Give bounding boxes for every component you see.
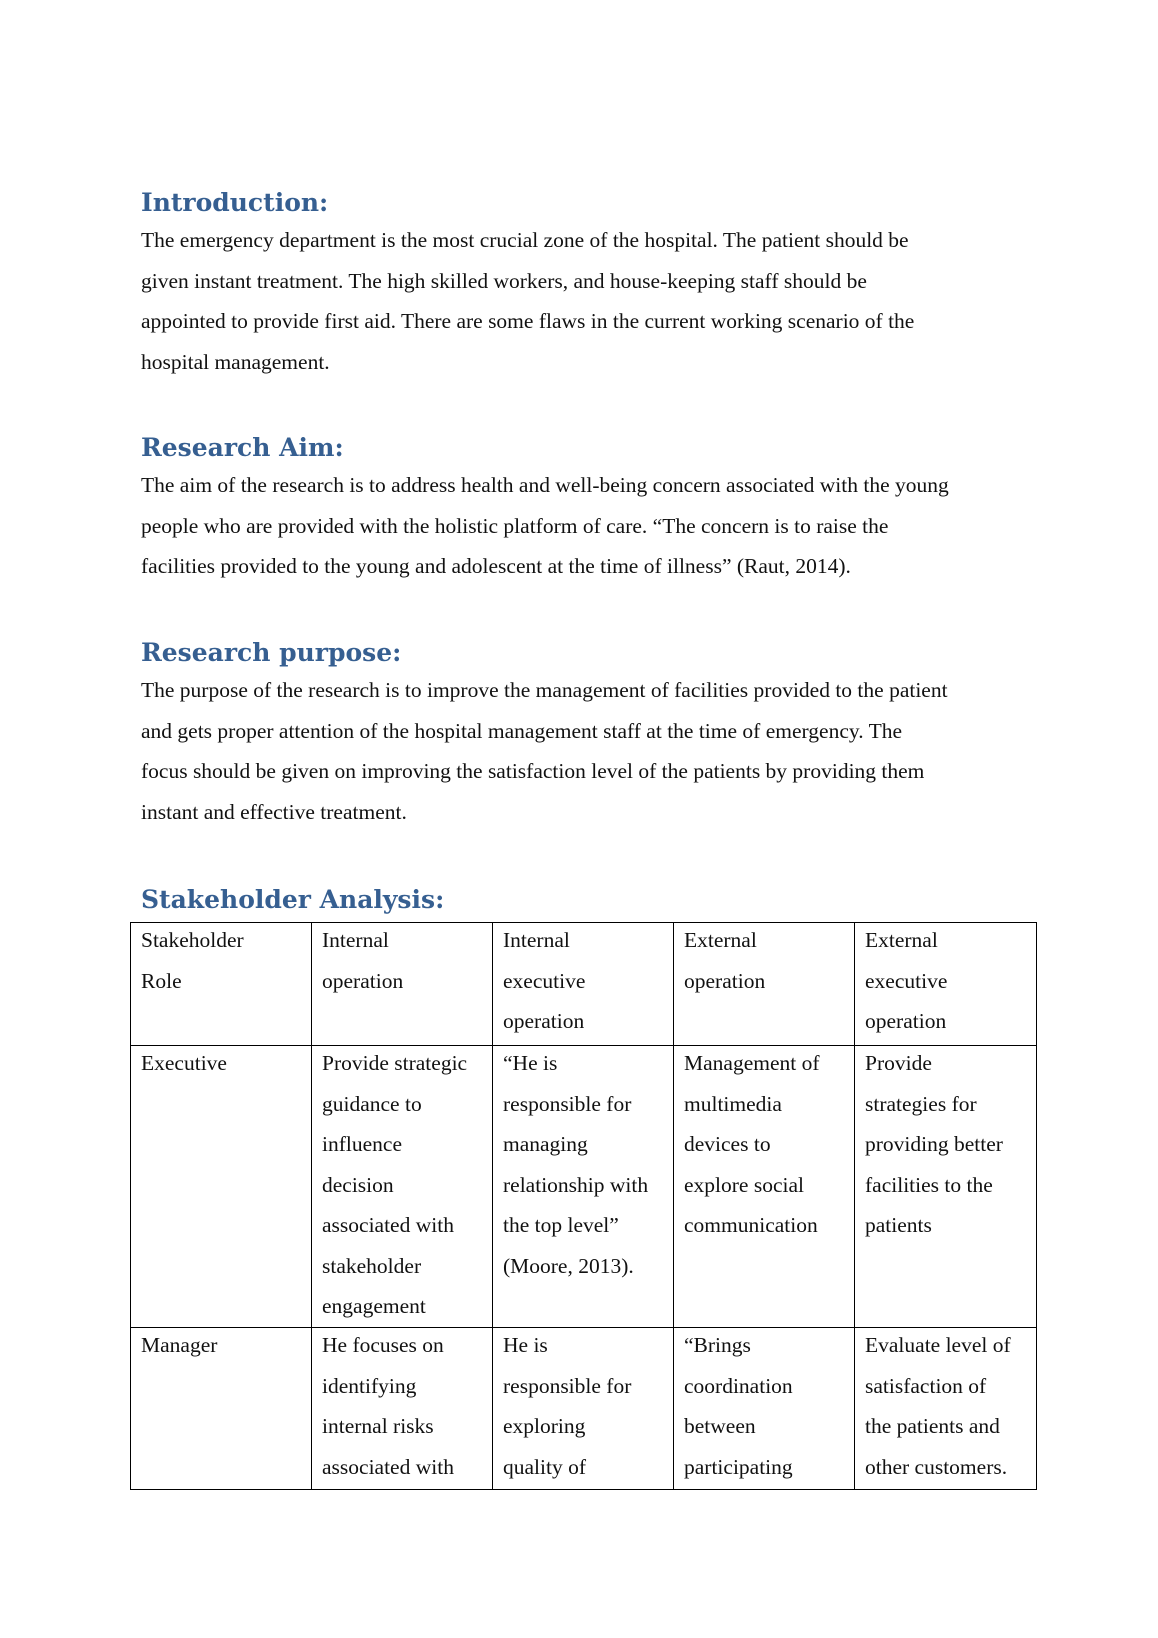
table-cell <box>131 1328 312 1490</box>
introduction-heading: Introduction: <box>141 188 329 217</box>
cell-text-line: strategies for <box>865 1091 977 1116</box>
cell-text-line: Stakeholder <box>141 928 244 952</box>
cell-text-line: devices to <box>684 1132 771 1156</box>
stakeholder-table-body <box>131 923 1037 1490</box>
stakeholder-table <box>130 922 1037 1490</box>
cell-text-line: engagement <box>322 1294 426 1318</box>
research-purpose-paragraph <box>141 670 1041 832</box>
text-line: given instant treatment. The high skilled workers, and house-keeping staff should be <box>141 268 867 293</box>
cell-text-line: participating <box>684 1454 793 1479</box>
cell-text-line: between <box>684 1414 756 1438</box>
table-header-row <box>131 923 1037 1046</box>
cell-text-line: Internal <box>322 928 389 952</box>
cell-text-line: He focuses on <box>322 1333 444 1357</box>
table-row <box>131 1328 1037 1490</box>
cell-text-line: satisfaction of <box>865 1373 987 1398</box>
cell-text-line: relationship with <box>503 1172 649 1197</box>
cell-text-line: executive <box>503 968 586 993</box>
table-cell <box>674 923 855 1046</box>
text-line: The aim of the research is to address health and well-being concern associated with the young <box>141 473 949 497</box>
cell-text-line: Executive <box>141 1051 227 1075</box>
research-aim-paragraph <box>141 465 1041 587</box>
cell-text-line: multimedia <box>684 1091 782 1116</box>
cell-text-line: other customers. <box>865 1454 1008 1479</box>
cell-text-line: (Moore, 2013). <box>503 1253 634 1278</box>
text-line: The purpose of the research is to improve the management of facilities provided to the patient <box>141 678 948 702</box>
table-cell <box>674 1328 855 1490</box>
text-line: facilities provided to the young and adolescent at the time of illness” (Raut, 2014). <box>141 554 851 578</box>
stakeholder-analysis-heading: Stakeholder Analysis: <box>141 885 445 914</box>
cell-text-line: providing better <box>865 1132 1003 1156</box>
cell-text-line: responsible for <box>503 1373 632 1398</box>
cell-text-line: operation <box>865 1009 947 1033</box>
table-cell <box>493 923 674 1046</box>
cell-text-line: External <box>865 928 938 952</box>
table-cell <box>131 923 312 1046</box>
cell-text-line: the top level” <box>503 1213 619 1237</box>
cell-text-line: stakeholder <box>322 1253 422 1278</box>
cell-text-line: communication <box>684 1213 818 1237</box>
cell-text-line: associated with <box>322 1213 454 1237</box>
cell-text-line: “Brings <box>684 1333 751 1357</box>
table-cell <box>674 1046 855 1328</box>
table-cell <box>855 1046 1037 1328</box>
cell-text-line: facilities to the <box>865 1172 993 1197</box>
cell-text-line: Internal <box>503 928 570 952</box>
cell-text-line: Evaluate level of <box>865 1333 1011 1357</box>
cell-text-line: quality of <box>503 1454 586 1479</box>
cell-text-line: internal risks <box>322 1414 434 1438</box>
cell-text-line: decision <box>322 1172 394 1197</box>
text-line: instant and effective treatment. <box>141 799 407 824</box>
introduction-paragraph <box>141 220 1041 382</box>
text-line: and gets proper attention of the hospital management staff at the time of emergency. The <box>141 718 903 743</box>
research-aim-heading: Research Aim: <box>141 433 344 462</box>
table-cell <box>312 923 493 1046</box>
cell-text-line: managing <box>503 1132 588 1156</box>
cell-text-line: External <box>684 928 757 952</box>
research-purpose-heading: Research purpose: <box>141 638 402 667</box>
cell-text-line: Provide strategic <box>322 1051 468 1075</box>
text-line: hospital management. <box>141 349 330 374</box>
table-cell <box>855 1328 1037 1490</box>
cell-text-line: operation <box>684 968 766 993</box>
cell-text-line: Provide <box>865 1051 932 1075</box>
text-line: appointed to provide first aid. There are some flaws in the current working scenario of the <box>141 309 915 333</box>
cell-text-line: executive <box>865 968 948 993</box>
cell-text-line: Manager <box>141 1333 218 1357</box>
table-cell <box>312 1046 493 1328</box>
text-line: people who are provided with the holistic platform of care. “The concern is to raise the <box>141 513 889 538</box>
cell-text-line: patients <box>865 1213 932 1237</box>
table-cell <box>312 1328 493 1490</box>
cell-text-line: associated with <box>322 1454 454 1479</box>
cell-text-line: operation <box>503 1009 585 1033</box>
cell-text-line: Role <box>141 968 182 993</box>
table-row <box>131 1046 1037 1328</box>
text-line: focus should be given on improving the satisfaction level of the patients by providing them <box>141 759 925 783</box>
table-cell <box>131 1046 312 1328</box>
cell-text-line: He is <box>503 1333 548 1357</box>
cell-text-line: the patients and <box>865 1414 1000 1438</box>
text-line: The emergency department is the most crucial zone of the hospital. The patient should be <box>141 228 909 252</box>
cell-text-line: “He is <box>503 1051 558 1075</box>
cell-text-line: influence <box>322 1132 402 1156</box>
table-cell <box>855 923 1037 1046</box>
cell-text-line: responsible for <box>503 1091 632 1116</box>
cell-text-line: Management of <box>684 1051 820 1075</box>
cell-text-line: explore social <box>684 1172 804 1197</box>
table-cell <box>493 1328 674 1490</box>
cell-text-line: operation <box>322 968 404 993</box>
cell-text-line: guidance to <box>322 1091 422 1116</box>
cell-text-line: identifying <box>322 1373 417 1398</box>
table-cell <box>493 1046 674 1328</box>
cell-text-line: exploring <box>503 1414 586 1438</box>
cell-text-line: coordination <box>684 1373 793 1398</box>
